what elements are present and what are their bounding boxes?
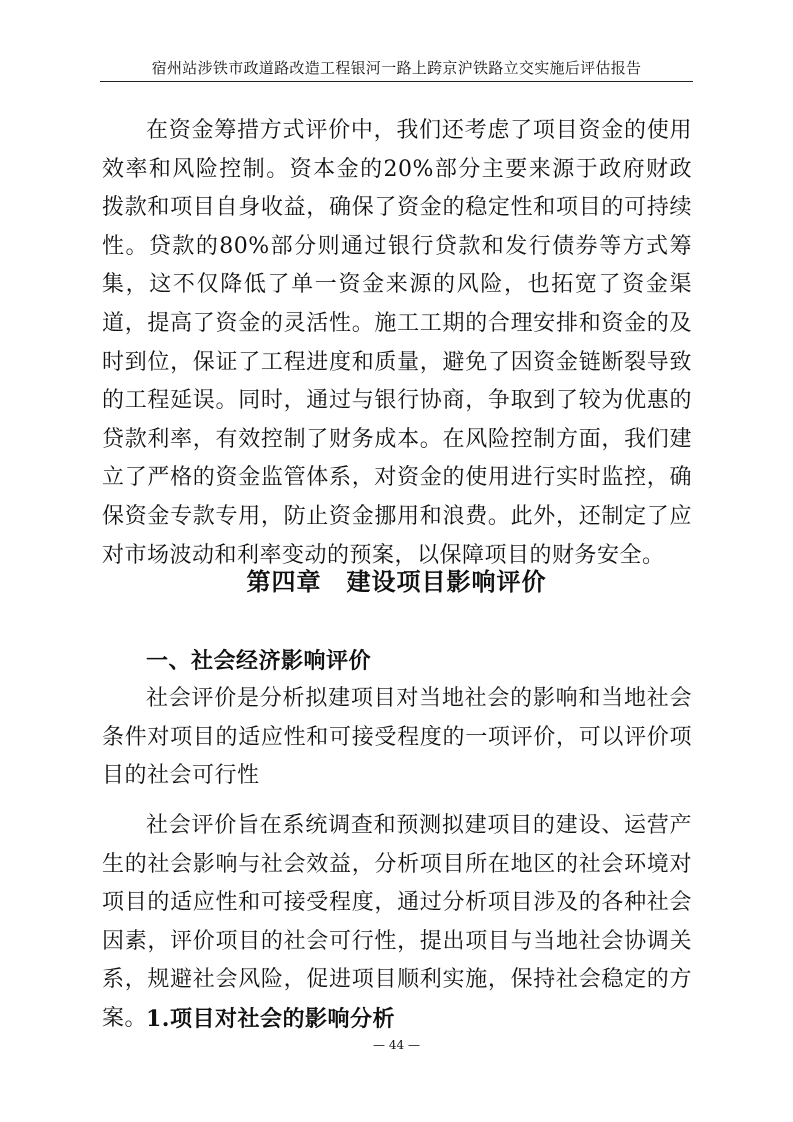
section-heading: 一、社会经济影响评价 bbox=[146, 648, 372, 674]
running-header: 宿州站涉铁市政道路改造工程银河一路上跨京沪铁路立交实施后评估报告 bbox=[151, 59, 642, 77]
sub-heading: 1.项目对社会的影响分析 bbox=[146, 1006, 395, 1032]
paragraph-social-evaluation-purpose: 社会评价旨在系统调查和预测拟建项目的建设、运营产生的社会影响与社会效益，分析项目所在地区的社会环境对项目的适应性和可接受程度，通过分析项目涉及的各种社会因素，评价项目的社会可行性，提出项目与当地社会协调关系，规避社会风险，促进项目顺利实施，保持社会稳定的方案。 bbox=[102, 813, 692, 1031]
paragraph-social-evaluation-definition: 社会评价是分析拟建项目对当地社会的影响和当地社会条件对项目的适应性和可接受程度的一项评价，可以评价项目的社会可行性 bbox=[102, 686, 692, 789]
header-rule bbox=[100, 81, 693, 82]
chapter-title: 第四章 建设项目影响评价 bbox=[246, 567, 547, 596]
page-number: — 44 — bbox=[373, 1038, 420, 1052]
paragraph-funding-evaluation: 在资金筹措方式评价中，我们还考虑了项目资金的使用效率和风险控制。资本金的20%部分主要来源于政府财政拨款和项目自身收益，确保了资金的稳定性和项目的可持续性。贷款的80%部分则通过银行贷款和发行债券等方式筹集，这不仅降低了单一资金来源的风险，也拓宽了资金渠道，提高了资金的灵活性。施工工期的合理安排和资金的及时到位，保证了工程进度和质量，避免了因资金链断裂导致的工程延误。同时，通过与银行协商，争取到了较为优惠的贷款利率，有效控制了财务成本。在风险控制方面，我们建立了严格的资金监管体系，对资金的使用进行实时监控，确保资金专款专用，防止资金挪用和浪费。此外，还制定了应对市场波动和利率变动的预案，以保障项目的财务安全。 bbox=[102, 118, 692, 568]
